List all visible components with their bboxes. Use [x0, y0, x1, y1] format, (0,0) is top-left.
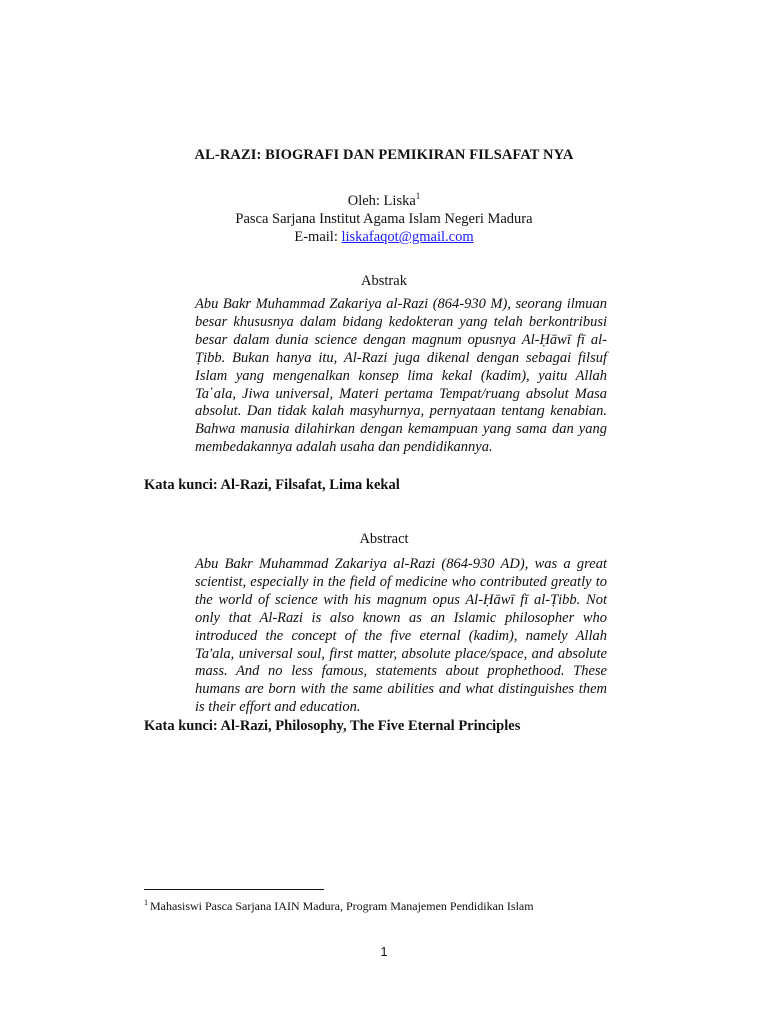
page-number: 1	[380, 944, 388, 959]
footnote	[144, 899, 534, 914]
author-byline: Oleh: Liska	[347, 193, 416, 209]
author-email-line	[0, 228, 768, 246]
abstract-body: Abu Bakr Muhammad Zakariya al-Razi (864-930 AD), was a great scientist, especially in the field of medicine who contributed greatly to the world of science with his magnum opus Al-Ḥāwī fī al-Ṭibb. Not only that Al-Razi is also known as an Islamic philosopher who introduced the concept of the five eternal (kadim), namely Allah Ta'ala, universal soul, first matter, absolute place/space, and absolute mass. And no less famous, statements about prophethood. These humans are born with the same abilities and what distinguishes them is their effort and education.	[195, 556, 607, 716]
footnote-marker: 1	[144, 898, 148, 907]
author-footnote-marker: 1	[415, 191, 421, 202]
footnote-divider	[144, 889, 324, 890]
author-affiliation: Pasca Sarjana Institut Agama Islam Negeri Madura	[235, 211, 533, 227]
footnote-text: Mahasiswi Pasca Sarjana IAIN Madura, Program Manajemen Pendidikan Islam	[150, 899, 534, 913]
abstrak-body: Abu Bakr Muhammad Zakariya al-Razi (864-930 M), seorang ilmuan besar khususnya dalam bidang kedokteran yang telah berkontribusi besar dalam dunia science dengan magnum opusnya Al-Ḥāwī fī al-Ṭibb. Bukan hanya itu, Al-Razi juga dikenal dengan sebagai filsuf Islam yang mengenalkan konsep lima kekal (kadim), yaitu Allah Ta῾ala, Jiwa universal, Materi pertama Tempat/ruang absolut Masa absolut. Dan tidak kalah masyhurnya, pernyataan tentang kenabian. Bahwa manusia dilahirkan dengan kemampuan yang sama dan yang membedakannya adalah usaha dan pendidikannya.	[195, 296, 607, 456]
abstrak-heading: Abstrak	[361, 273, 407, 289]
abstract-keywords: Kata kunci: Al-Razi, Philosophy, The Five Eternal Principles	[144, 718, 521, 734]
email-label: E-mail:	[294, 229, 342, 245]
author-line	[0, 192, 768, 210]
author-block	[0, 192, 768, 246]
email-link[interactable]: liskafaqot@gmail.com	[341, 229, 474, 245]
abstract-heading: Abstract	[359, 531, 409, 547]
paper-title: AL-RAZI: BIOGRAFI DAN PEMIKIRAN FILSAFAT NYA	[194, 147, 574, 163]
abstrak-keywords: Kata kunci: Al-Razi, Filsafat, Lima kekal	[144, 477, 400, 493]
